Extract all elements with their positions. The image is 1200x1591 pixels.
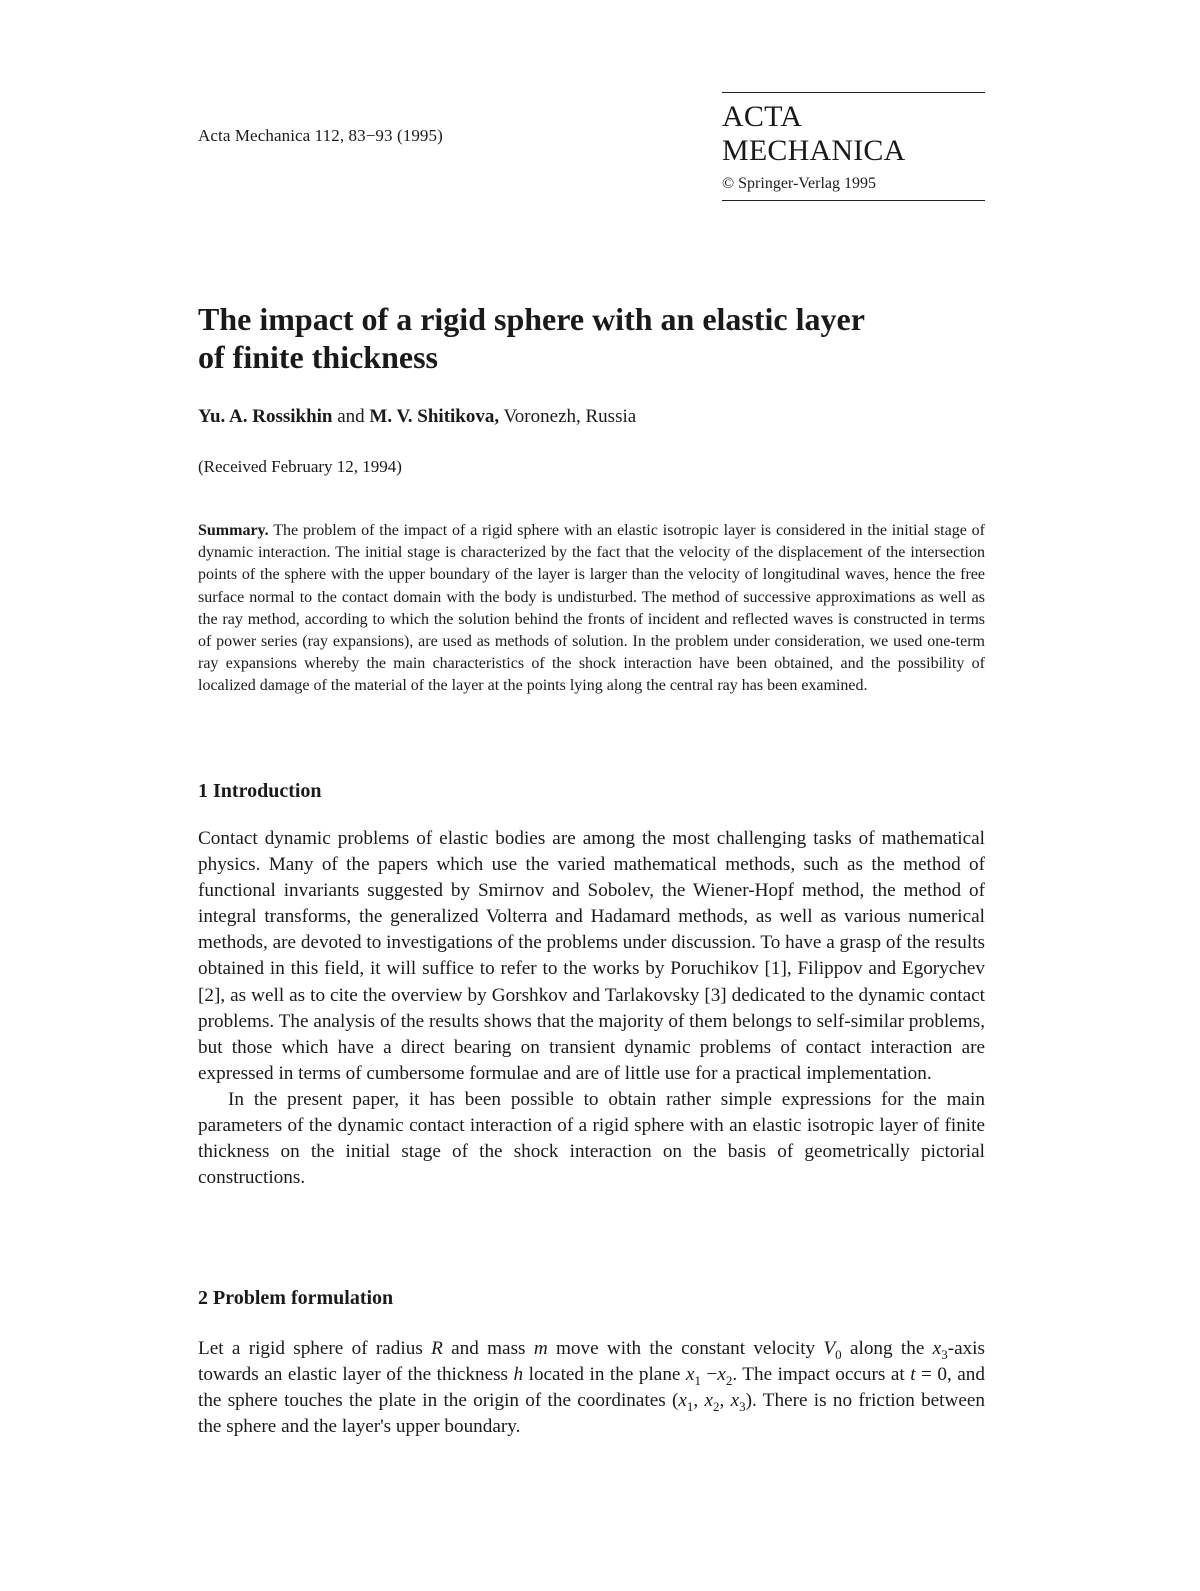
title-line-2: of finite thickness	[198, 339, 438, 375]
problem-paragraph-1: Let a rigid sphere of radius R and mass m move with the constant velocity $V_0$ along the $x_3$-axis towards an elastic layer of the thickness h located in the plane $x_1 -x_2$. The impact occurs at t = 0, and the sphere touches the plate in the origin of the coordinates ($x_1$, $x_2$, $x_3$). There is no friction between the sphere and the layer's upper boundary.	[198, 1338, 985, 1438]
section-heading-introduction: 1 Introduction	[198, 780, 322, 802]
author-1: Yu. A. Rossikhin	[198, 406, 333, 427]
author-2: M. V. Shitikova,	[369, 406, 500, 427]
problem-formulation-body	[198, 1336, 985, 1440]
title-line-1: The impact of a rigid sphere with an elastic layer	[198, 301, 865, 337]
journal-name: ACTA MECHANICA	[722, 100, 906, 167]
journal-masthead	[722, 92, 985, 201]
abstract-text: The problem of the impact of a rigid sphere with an elastic isotropic layer is considered in the initial stage of dynamic interaction. The initial stage is characterized by the fact that the velocity of the displacement of the intersection points of the sphere with the upper boundary of the layer is larger than the velocity of longitudinal waves, hence the free surface normal to the contact domain with the body is undisturbed. The method of successive approximations as well as the ray method, according to which the solution behind the fronts of incident and reflected waves is constructed in terms of power series (ray expansions), are used as methods of solution. In the problem under consideration, we used one-term ray expansions whereby the main characteristics of the shock interaction have been obtained, and the possibility of localized damage of the material of the layer at the points lying along the central ray has been examined.	[198, 522, 985, 695]
abstract-label: Summary.	[198, 522, 269, 539]
publisher-copyright: © Springer-Verlag 1995	[722, 175, 877, 192]
intro-paragraph-1: Contact dynamic problems of elastic bodies are among the most challenging tasks of mathematical physics. Many of the papers which use the varied mathematical methods, such as the method of functional invariants suggested by Smirnov and Sobolev, the Wiener-Hopf method, the method of integral transforms, the generalized Volterra and Hadamard methods, as well as various numerical methods, are devoted to investigations of the problems under discussion. To have a grasp of the results obtained in this field, it will suffice to refer to the works by Poruchikov [1], Filippov and Egorychev [2], as well as to cite the overview by Gorshkov and Tarlakovsky [3] dedicated to the dynamic contact problems. The analysis of the results shows that the majority of them belongs to self-similar problems, but those which have a direct bearing on transient dynamic problems of contact interaction are expressed in terms of cumbersome formulae and are of little use for a practical implementation.	[198, 828, 985, 1084]
intro-paragraph-2: In the present paper, it has been possible to obtain rather simple expressions for the main parameters of the dynamic contact interaction of a rigid sphere with an elastic isotropic layer of finite thickness on the initial stage of the shock interaction on the basis of geometrically pictorial constructions.	[198, 1088, 985, 1189]
author-conjunction: and	[332, 406, 370, 427]
masthead-bottom-rule	[722, 200, 985, 201]
introduction-body	[198, 826, 985, 1191]
author-line	[198, 406, 636, 428]
abstract	[198, 520, 985, 698]
author-affiliation: Voronezh, Russia	[499, 406, 637, 427]
received-date: (Received February 12, 1994)	[198, 457, 402, 476]
article-title	[198, 300, 988, 376]
masthead-top-rule	[722, 92, 985, 93]
section-heading-problem-formulation: 2 Problem formulation	[198, 1287, 394, 1309]
journal-citation: Acta Mechanica 112, 83−93 (1995)	[198, 126, 443, 145]
